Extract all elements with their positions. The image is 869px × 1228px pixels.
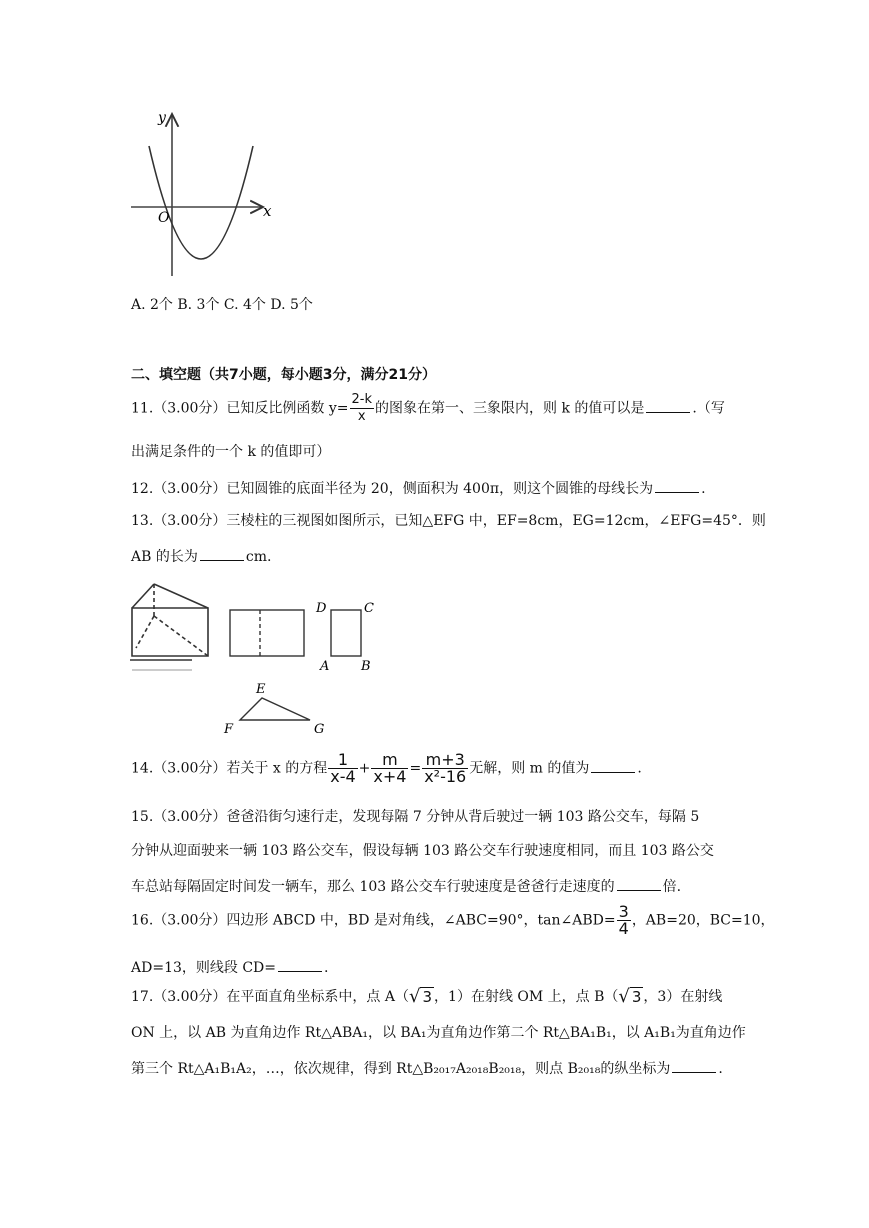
label-D: D [316, 601, 327, 616]
fraction-2k-over-x: $\frac{2-k}{x}$ [351, 392, 373, 424]
question-14: 14.（3.00分）若关于 x 的方程 $\frac{1}{x-4}$ + $\frac{m}{x+4}$ = $\frac{m+3}{\text{x²-16}}$ 无解，则 m 的值为 . [131, 750, 642, 786]
question-17-line1: 17.（3.00分）在平面直角坐标系中，点 A（√ 3 ，1）在射线 OM 上，点 B（√ 3 ，3）在射线 [131, 986, 723, 1007]
question-17-line2: ON 上，以 AB 为直角边作 Rt△ABA₁，以 BA₁为直角边作第二个 Rt△BA₁B₁，以 A₁B₁为直角边作 [131, 1025, 746, 1041]
three-view-figure [126, 580, 386, 740]
label-G: G [314, 722, 325, 737]
answer-blank[interactable] [591, 758, 635, 773]
answer-blank[interactable] [655, 478, 699, 493]
answer-blank[interactable] [200, 546, 244, 561]
prism-drawing [130, 584, 208, 670]
question-16-line1: 16.（3.00分）四边形 ABCD 中，BD 是对角线，∠ABC=90°，tan∠ABD= $\frac{3}{4}$ ，AB=20，BC=10， [131, 902, 775, 938]
label-F: F [224, 722, 234, 737]
label-A: A [320, 659, 330, 674]
fraction-1-over-x-4: $\frac{1}{x-4}$ [330, 750, 356, 786]
question-11-line2: 出满足条件的一个 k 的值即可） [131, 444, 331, 460]
answer-blank[interactable] [617, 876, 661, 891]
question-13-line1: 13.（3.00分）三棱柱的三视图如图所示，已知△EFG 中，EF=8cm，EG=12cm，∠EFG=45°．则 [131, 513, 766, 529]
fraction-3-over-4: $\frac{3}{4}$ [618, 902, 629, 938]
sqrt-3: √ 3 [618, 986, 642, 1007]
question-15-line2: 分钟从迎面驶来一辆 103 路公交车，假设每辆 103 路公交车行驶速度相同，而且 103 路公交 [131, 843, 714, 859]
y-axis-label: y [158, 110, 166, 126]
fraction-m+3-over-x2-16: $\frac{m+3}{\text{x²-16}}$ [424, 750, 467, 786]
answer-blank[interactable] [646, 398, 690, 413]
fraction-m-over-x+4: $\frac{m}{x+4}$ [373, 750, 407, 786]
answer-blank[interactable] [278, 957, 322, 972]
label-E: E [256, 682, 266, 697]
question-17-line3: 第三个 Rt△A₁B₁A₂，…，依次规律，得到 Rt△B₂₀₁₇A₂₀₁₈B₂₀₁₈，则点 B₂₀₁₈的纵坐标为 . [131, 1058, 723, 1078]
x-axis-label: x [263, 202, 272, 220]
options-line: A. 2个 B. 3个 C. 4个 D. 5个 [131, 297, 313, 313]
label-C: C [364, 601, 374, 616]
parabola-graph [125, 108, 285, 280]
section-heading: 二、填空题（共7小题，每小题3分，满分21分） [131, 367, 436, 383]
label-B: B [361, 659, 371, 674]
question-11-line1: 11.（3.00分）已知反比例函数 y= $\frac{2-k}{x}$ 的图象在第一、三象限内，则 k 的值可以是 .（写 [131, 392, 725, 424]
side-view [331, 610, 361, 656]
answer-blank[interactable] [672, 1058, 716, 1073]
question-15-line3: 车总站每隔固定时间发一辆车，那么 103 路公交车行驶速度是爸爸行走速度的 倍. [131, 876, 681, 896]
origin-label: O [158, 210, 170, 226]
sqrt-3: √ 3 [409, 986, 433, 1007]
question-16-line2: AD=13，则线段 CD= . [131, 957, 328, 977]
question-12: 12.（3.00分）已知圆锥的底面半径为 20，侧面积为 400π，则这个圆锥的母线长为 . [131, 478, 706, 498]
question-15-line1: 15.（3.00分）爸爸沿街匀速行走，发现每隔 7 分钟从背后驶过一辆 103 路公交车，每隔 5 [131, 809, 700, 825]
front-view [230, 610, 304, 656]
question-13-line2: AB 的长为 cm. [131, 546, 271, 566]
parabola-curve [149, 146, 253, 259]
triangle-EFG [240, 698, 310, 720]
